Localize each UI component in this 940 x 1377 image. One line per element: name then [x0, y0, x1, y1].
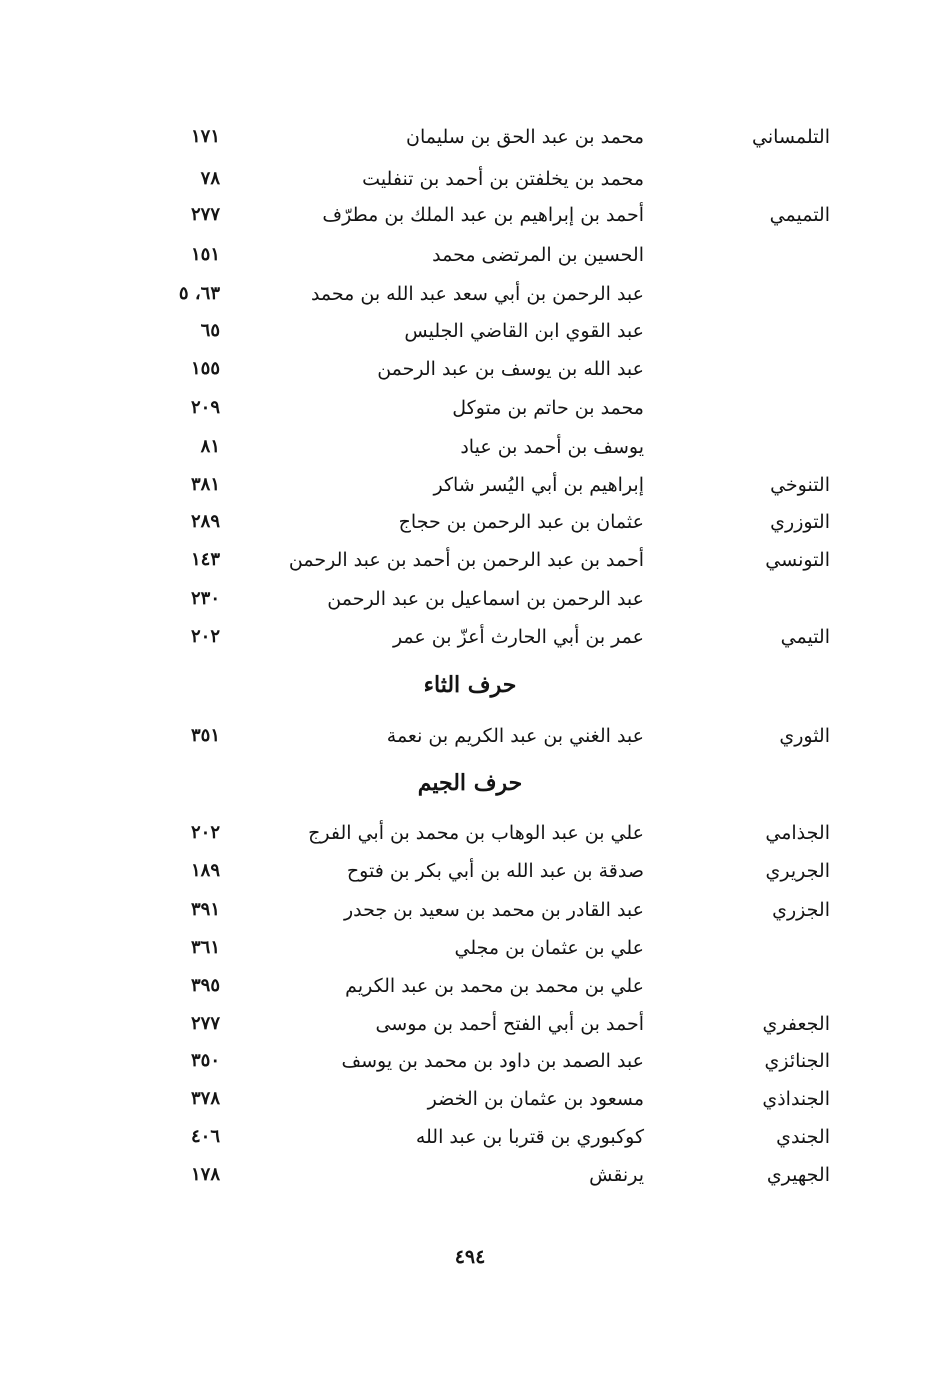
index-entry — [0, 236, 940, 274]
section-heading: حرف الثاء — [423, 672, 517, 698]
index-entry — [0, 929, 940, 967]
entry-name: عمر بن أبي الحارث أعزّ بن عمر — [392, 626, 644, 648]
entry-name: أحمد بن عبد الرحمن بن أحمد بن عبد الرحمن — [288, 549, 644, 571]
entry-pages: ٤٠٦ — [190, 1126, 220, 1147]
entry-nisba: التميمي — [769, 204, 830, 226]
entry-pages: ٣٦١ — [190, 937, 220, 958]
entry-name: يوسف بن أحمد بن عياد — [460, 436, 644, 458]
entry-pages: ٢٠٩ — [190, 397, 220, 418]
entry-pages: ٢٧٧ — [190, 1013, 220, 1034]
index-entry — [0, 1042, 940, 1080]
index-entry — [0, 1118, 940, 1156]
entry-name: علي بن عثمان بن مجلي — [454, 937, 644, 959]
entry-name: عبد الله بن يوسف بن عبد الرحمن — [377, 358, 644, 380]
entry-name: علي بن عبد الوهاب بن محمد بن أبي الفرج — [308, 822, 644, 844]
entry-pages: ٨١ — [200, 436, 220, 457]
index-entry — [0, 428, 940, 466]
entry-pages: ١٤٣ — [190, 549, 220, 570]
index-entry — [0, 618, 940, 656]
index-entry — [0, 967, 940, 1005]
entry-pages: ٣٩٥ — [190, 975, 220, 996]
index-entry — [0, 717, 940, 755]
entry-name: الحسين بن المرتضى محمد — [432, 244, 644, 266]
entry-pages: ٣٨١ — [190, 474, 220, 495]
entry-nisba: الجنداذي — [762, 1088, 830, 1110]
index-entry — [0, 350, 940, 388]
entry-pages: ٣٧٨ — [190, 1088, 220, 1109]
entry-pages: ١٥١ — [190, 244, 220, 265]
entry-name: محمد بن حاتم بن متوكل — [452, 397, 644, 419]
entry-pages: ٦٥ — [200, 320, 220, 341]
entry-nisba: الثوري — [779, 725, 830, 747]
index-entry — [0, 891, 940, 929]
entry-name: عبد الرحمن بن اسماعيل بن عبد الرحمن — [327, 588, 644, 610]
entry-pages: ٧٨ — [200, 168, 220, 189]
index-entry — [0, 389, 940, 427]
entry-name: مسعود بن عثمان بن الخضر — [427, 1088, 644, 1110]
entry-name: أحمد بن إبراهيم بن عبد الملك بن مطرّف — [322, 204, 644, 226]
entry-name: عبد القوي ابن القاضي الجليس — [404, 320, 644, 342]
entry-pages: ٢٠٢ — [190, 822, 220, 843]
entry-nisba: الجندي — [776, 1126, 830, 1148]
entry-nisba: التيمي — [780, 626, 830, 648]
entry-pages: ٢٣٠ — [190, 588, 220, 609]
entry-pages: ٣٩١ — [190, 899, 220, 920]
index-entry — [0, 1005, 940, 1043]
entry-name: عبد القادر بن محمد بن سعيد بن جحدر — [343, 899, 644, 921]
entry-pages: ١٧٨ — [190, 1164, 220, 1185]
entry-nisba: التونسي — [765, 549, 830, 571]
entry-name: عثمان بن عبد الرحمن بن حجاج — [398, 511, 644, 533]
entry-pages: ٣٥١ — [190, 725, 220, 746]
entry-pages: ٢٠٢ — [190, 626, 220, 647]
entry-pages: ١٧١ — [190, 126, 220, 147]
entry-nisba: الجهيري — [766, 1164, 830, 1186]
entry-name: محمد بن يخلفتن بن أحمد بن تنفليت — [362, 168, 644, 190]
entry-pages: ٣٥٠ — [190, 1050, 220, 1071]
index-entry — [0, 814, 940, 852]
index-entry — [0, 196, 940, 234]
entry-name: أحمد بن أبي الفتح أحمد بن موسى — [375, 1013, 644, 1035]
entry-name: عبد الرحمن بن أبي سعد عبد الله بن محمد — [310, 283, 644, 305]
entry-nisba: الجذامي — [765, 822, 830, 844]
entry-name: محمد بن عبد الحق بن سليمان — [406, 126, 644, 148]
entry-name: إبراهيم بن أبي اليُسر شاكر — [433, 474, 644, 496]
entry-name: صدقة بن عبد الله بن أبي بكر بن فتوح — [346, 860, 644, 882]
index-entry — [0, 312, 940, 350]
entry-nisba: التنوخي — [770, 474, 830, 496]
entry-pages: ٦٣، ٥ — [178, 283, 220, 304]
index-entry — [0, 580, 940, 618]
entry-pages: ١٥٥ — [190, 358, 220, 379]
entry-name: عبد الغني بن عبد الكريم بن نعمة — [386, 725, 644, 747]
index-entry — [0, 503, 940, 541]
section-heading: حرف الجيم — [417, 770, 523, 796]
entry-pages: ٢٧٧ — [190, 204, 220, 225]
entry-nisba: الجعفري — [762, 1013, 830, 1035]
entry-name: يرنقش — [589, 1164, 644, 1186]
index-entry — [0, 541, 940, 579]
index-entry — [0, 466, 940, 504]
entry-pages: ٢٨٩ — [190, 511, 220, 532]
page-number: ٤٩٤ — [454, 1246, 486, 1268]
index-entry — [0, 160, 940, 198]
index-entry — [0, 1080, 940, 1118]
entry-name: علي بن محمد بن محمد بن عبد الكريم — [345, 975, 644, 997]
entry-nisba: التوزري — [770, 511, 830, 533]
entry-name: كوكبوري بن قتربا بن عبد الله — [415, 1126, 644, 1148]
entry-name: عبد الصمد بن داود بن محمد بن يوسف — [341, 1050, 644, 1072]
entry-nisba: التلمساني — [752, 126, 830, 148]
entry-nisba: الجزري — [772, 899, 830, 921]
index-entry — [0, 118, 940, 156]
index-entry — [0, 852, 940, 890]
entry-pages: ١٨٩ — [190, 860, 220, 881]
entry-nisba: الجريري — [765, 860, 830, 882]
index-entry — [0, 1156, 940, 1194]
index-entry — [0, 275, 940, 313]
entry-nisba: الجنائزي — [764, 1050, 830, 1072]
